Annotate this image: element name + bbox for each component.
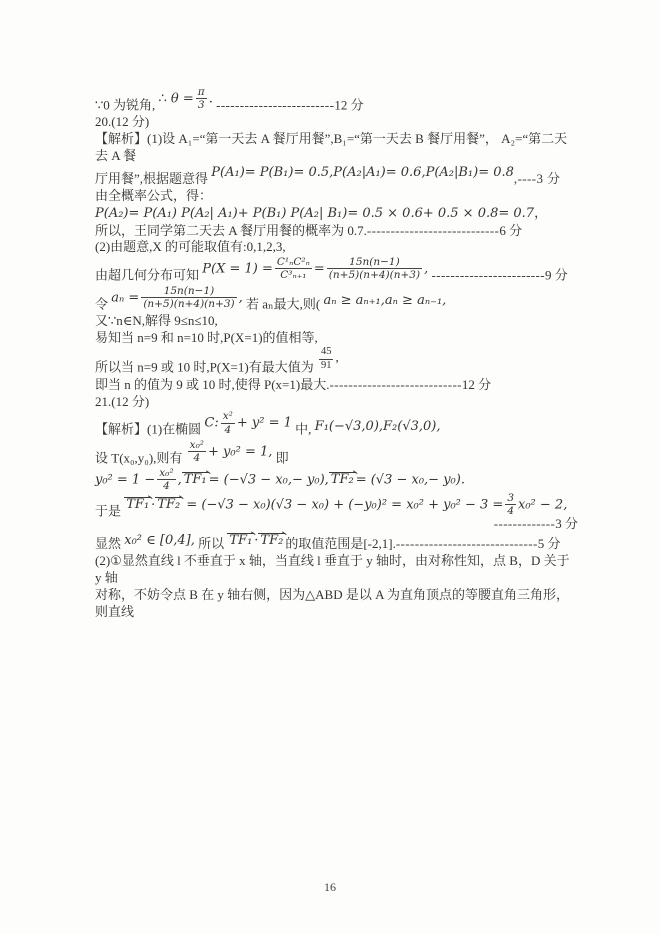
page-number: 16 xyxy=(324,880,336,895)
q20-an-max-line xyxy=(95,285,578,313)
vector-tf2: TF₂ xyxy=(157,497,181,513)
q20-an-lhs: aₙ = xyxy=(111,289,140,305)
q21-tf1-value: = (−√3 − x₀,− y₀), xyxy=(208,472,329,488)
q20-an-comma: , xyxy=(238,289,243,305)
q21-constraint-equation xyxy=(186,439,273,464)
q20-px1-lhs: P(X = 1) = xyxy=(202,261,273,277)
q21-ellipse-rhs: + y² = 1 xyxy=(236,415,292,431)
fraction-3-4: $\frac{3}{4}$ xyxy=(507,492,515,518)
q20-if-max-text: 若 aₙ最大,则( xyxy=(246,295,321,311)
q21-ellipse-equation xyxy=(204,410,291,435)
theta-period: . xyxy=(208,91,213,107)
q20-an-equation xyxy=(111,285,243,310)
fraction-45-91: $\frac{45}{91}$ xyxy=(320,346,332,371)
score-marker-3: 3 分 xyxy=(555,516,578,532)
dotted-leader: ---------------------------- xyxy=(329,376,462,392)
q21-score-3-line xyxy=(95,516,578,533)
q21-ellipse-pre: 【解析】(1)在椭圆 xyxy=(95,421,202,437)
score-marker-6: 6 分 xyxy=(499,222,523,238)
fraction-45-91-wrap xyxy=(317,346,339,371)
vector-tf2: TF₂ xyxy=(260,533,284,549)
q20-final-text: 即当 n 的值为 9 或 10 时,使得 P(x=1)最大. xyxy=(95,376,330,392)
dot-operator: · xyxy=(151,497,156,513)
line-theta-conclusion xyxy=(95,86,578,114)
q21-dot-product-equation xyxy=(124,492,567,517)
q20-inequalities: aₙ ≥ aₙ₊₁,aₙ ≥ aₙ₋₁, xyxy=(323,292,447,308)
q20-conclusion-text: 所以，王同学第二天去 A 餐厅用餐的概率为 0.7. xyxy=(95,222,367,238)
dot-operator: · xyxy=(254,533,259,549)
q20-given-pre: 厅用餐”,根据题意得 xyxy=(95,170,209,186)
fraction-pi-over-3: $\frac{\pi}{3}$ xyxy=(197,86,205,112)
q20-pa2-equation: P(A₂)= P(A₁) P(A₂| A₁)+ P(B₁) P(A₂| B₁)= 0.5 × 0.6+ 0.5 × 0.8= 0.7 xyxy=(95,205,535,221)
vector-tf1: TF₁ xyxy=(183,472,207,488)
q21-y0-comma: , xyxy=(177,472,182,488)
q21-dot-product-expansion: = (−√3 − x₀)(√3 − x₀) + (−y₀)² = x₀² + y₀² − 3 = xyxy=(186,497,504,513)
q21-zhong-text: 中, xyxy=(295,421,312,437)
q21-dot-product-ref xyxy=(227,533,285,550)
q20-hypergeometric-pre: 由超几何分布可知 xyxy=(95,267,200,283)
q21-part2-line1: (2)①显然直线 l 不垂直于 x 轴，当直线 l 垂直于 y 轴时，由对称性知，点 B，D 关于 y 轴 xyxy=(95,552,570,585)
q21-ellipse-c: C: xyxy=(204,415,219,431)
q21-y0-equation xyxy=(95,467,465,492)
fraction-x02-4b: $\frac{\text{x₀²}}{4}$ xyxy=(159,466,174,492)
vector-tf1: TF₁ xyxy=(229,533,253,549)
q20-px1-comma: , xyxy=(424,261,429,277)
problem-21-header: 21.(12 分) xyxy=(95,393,150,409)
dotted-leader: ---------------------------- xyxy=(366,222,500,238)
q21-part2-line2: 对称，不妨令点 B 在 y 轴右侧，因为△ABD 是以 A 为直角顶点的等腰直角三角形，则直线 xyxy=(95,586,570,619)
q20-given-equation: P(A₁)= P(B₁)= 0.5,P(A₂|A₁)= 0.6,P(A₂|B₁)= 0.8 xyxy=(211,164,514,180)
q20-let-text: 令 xyxy=(95,295,109,311)
score-marker-12: 12 分 xyxy=(334,97,364,113)
q20-px1-equation xyxy=(202,256,428,281)
fraction-x2-4: $\frac{\text{x²}}{4}$ xyxy=(222,410,233,436)
q21-ellipse-line xyxy=(95,410,578,438)
q20-max-value-line xyxy=(95,346,578,376)
q21-y0-lhs: y₀² = 1 − xyxy=(95,472,156,488)
q20-hypergeometric-line xyxy=(95,256,578,284)
score-marker-12b: 12 分 xyxy=(461,376,492,392)
q21-dot-product-result: x₀² − 2, xyxy=(518,497,568,513)
q20-max-value-pre: 所以当 n=9 或 10 时,P(X=1)有最大值为 xyxy=(95,359,314,375)
q21-xianran-text: 显然 xyxy=(95,536,122,552)
q21-constraint-rhs: + y₀² = 1, xyxy=(208,443,273,459)
q20-part1-conclusion xyxy=(95,223,578,240)
q20-equal-values-line: 易知当 n=9 和 n=10 时,P(X=1)的值相等, xyxy=(95,329,318,345)
dotted-leader: ------------------------- xyxy=(216,97,335,113)
q20-setup-line: 【解析】(1)设 A₁=“第一天去 A 餐厅用餐”,B₁=“第一天去 B 餐厅用餐”， A₂=“第二天去 A 餐 xyxy=(95,131,568,163)
problem-20-header: 20.(12 分) xyxy=(95,114,150,130)
q21-tf2-value: = (√3 − x₀,− y₀). xyxy=(355,472,465,488)
score-marker-5: 5 分 xyxy=(537,536,561,552)
vector-tf1: TF₁ xyxy=(126,497,150,513)
q21-ji-text: 即 xyxy=(275,449,289,465)
fraction-an: $\frac{15n(n-1)}{(n+5)(n+4)(n+3)}$ xyxy=(143,284,235,310)
q20-given-tail: ,----3 分 xyxy=(513,170,561,186)
dotted-leader: ------------------------ xyxy=(431,267,545,283)
q21-suoyi-text: 所以 xyxy=(198,536,225,552)
q20-pa2-comma: ， xyxy=(534,204,548,220)
q21-x02-range: x₀² ∈ [0,4], xyxy=(124,533,195,549)
score-marker-9: 9 分 xyxy=(544,267,568,283)
q21-point-t-line xyxy=(95,439,578,492)
dotted-leader: ------------- xyxy=(493,516,556,532)
q20-part2-values-line: (2)由题意,X 的可能取值有:0,1,2,3, xyxy=(95,239,286,255)
theta-equation xyxy=(159,86,213,111)
fraction-15n: $\frac{15n(n-1)}{(n+5)(n+4)(n+3)}$ xyxy=(328,256,421,282)
q20-total-probability-intro: 由全概率公式，得： xyxy=(95,187,213,203)
q20-given-probabilities-line xyxy=(95,165,578,188)
since-acute-angle-text: ∵0 为锐角, xyxy=(95,97,156,113)
q20-final-conclusion xyxy=(95,377,578,394)
q21-dot-product-line xyxy=(95,492,578,533)
theta-equals: ∴ θ = xyxy=(158,91,194,107)
q21-yushi-text: 于是 xyxy=(95,503,122,519)
q21-range-line xyxy=(95,533,578,553)
q21-foci: F₁(−√3,0),F₂(√3,0), xyxy=(314,418,441,434)
q20-px1-equals: = xyxy=(313,261,325,277)
q20-max-value-comma: , xyxy=(335,349,339,365)
fraction-combinations: $\frac{\text{C¹ₙC²ₙ}}{\text{C³ₙ₊₁}}$ xyxy=(276,256,310,282)
vector-tf2: TF₂ xyxy=(330,472,354,488)
fraction-x02-4: $\frac{\text{x₀²}}{4}$ xyxy=(189,438,205,464)
q20-n-range-line: 又∵n∈N,解得 9≤n≤10, xyxy=(95,312,218,328)
dotted-leader: ------------------------------ xyxy=(395,536,538,552)
q21-range-conclusion: 的取值范围是[-2,1]. xyxy=(285,536,396,552)
q21-point-t-pre: 设 T(x₀,y₀),则有 xyxy=(95,449,183,465)
q20-total-probability-equation xyxy=(95,205,578,223)
